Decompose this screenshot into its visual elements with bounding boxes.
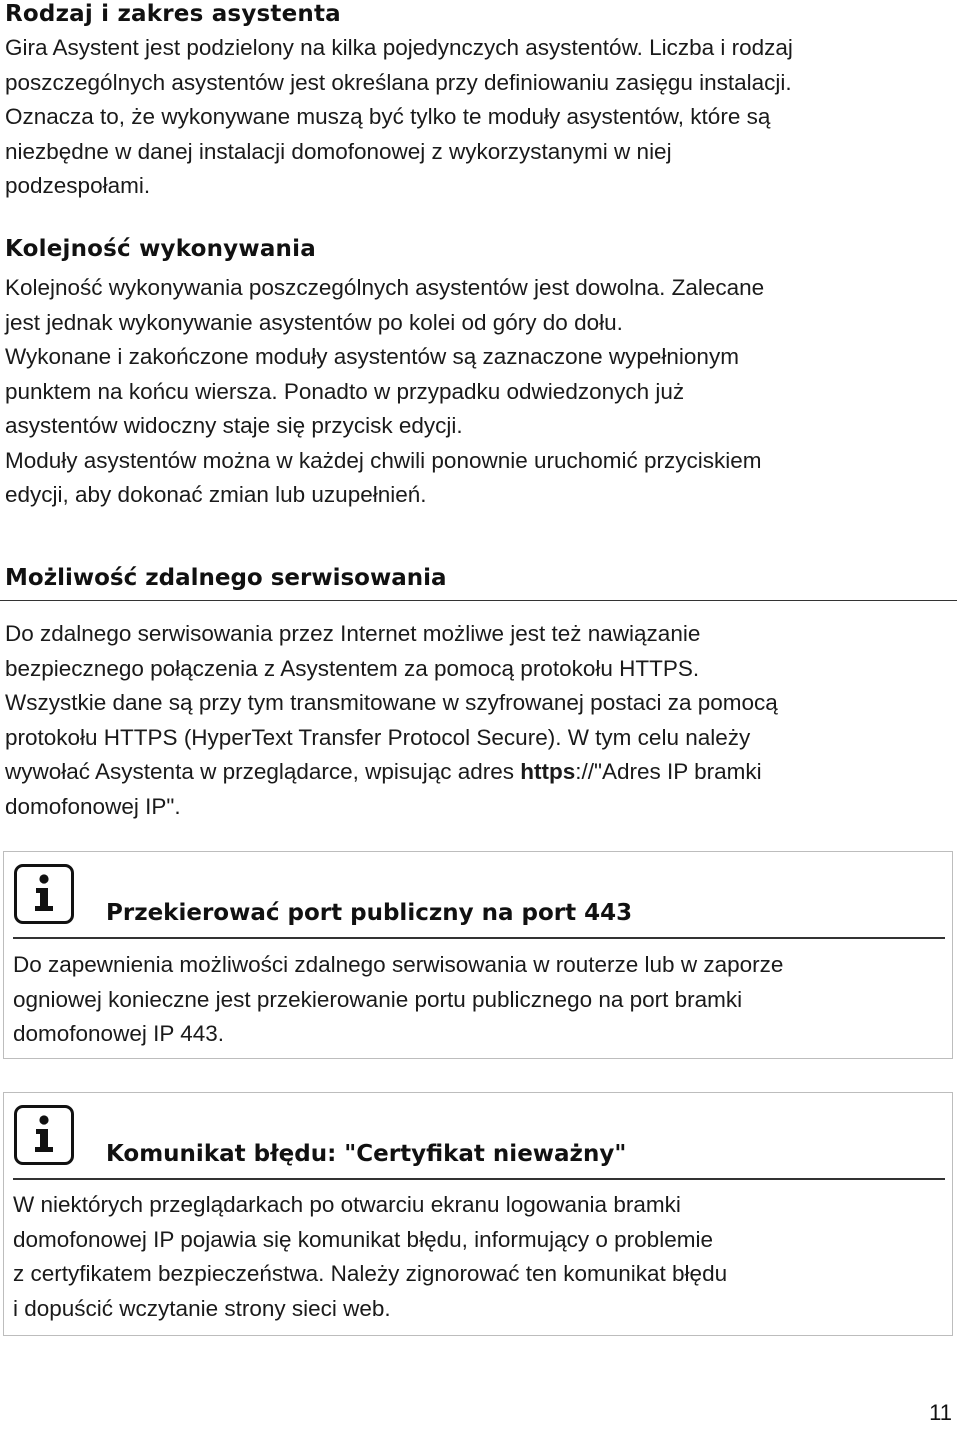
note-text <box>13 948 948 1052</box>
order-line: edycji, aby dokonać zmian lub uzupełnień. <box>5 482 427 507</box>
info-icon <box>14 1105 74 1165</box>
note-divider <box>13 937 945 939</box>
scope-line: poszczególnych asystentów jest określana przy definiowaniu zasięgu instalacji. <box>5 69 792 95</box>
remote-line-text: ://"Adres IP bramki <box>575 759 762 784</box>
note-line: domofonowej IP 443. <box>13 1021 224 1046</box>
info-icon <box>14 864 74 924</box>
remote-line: bezpiecznego połączenia z Asystentem za pomocą protokołu HTTPS. <box>5 655 700 681</box>
scope-heading: Rodzaj i zakres asystenta <box>5 1 341 27</box>
note-box-port-forwarding <box>3 851 953 1059</box>
section-divider <box>0 600 957 601</box>
remote-line: protokołu HTTPS (HyperText Transfer Protocol Secure). W tym celu należy <box>5 724 751 750</box>
order-line: asystentów widoczny staje się przycisk edycji. <box>5 413 463 438</box>
remote-paragraph <box>5 617 955 824</box>
scope-line: Oznacza to, że wykonywane muszą być tylko te moduły asystentów, które są <box>5 104 771 129</box>
note-text <box>13 1188 948 1326</box>
scope-line: niezbędne w danej instalacji domofonowej z wykorzystanymi w niej <box>5 138 672 164</box>
note-line: z certyfikatem bezpieczeństwa. Należy zignorować ten komunikat błędu <box>13 1261 728 1286</box>
order-line: Kolejność wykonywania poszczególnych asystentów jest dowolna. Zalecane <box>5 275 765 300</box>
note-line: i dopuścić wczytanie strony sieci web. <box>13 1295 391 1321</box>
order-line: punktem na końcu wiersza. Ponadto w przypadku odwiedzonych już <box>5 378 685 404</box>
order-heading: Kolejność wykonywania <box>5 236 316 262</box>
note-line: W niektórych przeglądarkach po otwarciu ekranu logowania bramki <box>13 1192 681 1217</box>
order-line: Wykonane i zakończone moduły asystentów są zaznaczone wypełnionym <box>5 344 739 369</box>
note-line: domofonowej IP pojawia się komunikat błędu, informujący o problemie <box>13 1226 713 1252</box>
note-box-certificate-error <box>3 1092 953 1336</box>
remote-line: Do zdalnego serwisowania przez Internet możliwe jest też nawiązanie <box>5 621 701 646</box>
note-title: Przekierować port publiczny na port 443 <box>106 900 633 926</box>
order-paragraph <box>5 271 955 513</box>
remote-line: Wszystkie dane są przy tym transmitowane w szyfrowanej postaci za pomocą <box>5 690 778 715</box>
note-title: Komunikat błędu: "Certyfikat nieważny" <box>106 1141 627 1167</box>
note-line: Do zapewnienia możliwości zdalnego serwisowania w routerze lub w zaporze <box>13 952 784 977</box>
remote-line: domofonowej IP". <box>5 793 181 819</box>
page-number: 11 <box>929 1400 952 1425</box>
order-line: Moduły asystentów można w każdej chwili ponownie uruchomić przyciskiem <box>5 447 762 473</box>
note-line: ogniowej konieczne jest przekierowanie portu publicznego na port bramki <box>13 986 743 1012</box>
remote-line-text: wywołać Asystenta w przeglądarce, wpisując adres <box>5 759 521 784</box>
scope-paragraph <box>5 31 955 204</box>
note-divider <box>13 1178 945 1180</box>
remote-line <box>5 755 955 790</box>
scope-line: Gira Asystent jest podzielony na kilka pojedynczych asystentów. Liczba i rodzaj <box>5 35 793 60</box>
https-keyword: https <box>520 759 576 784</box>
remote-section-title: Możliwość zdalnego serwisowania <box>5 565 447 591</box>
order-line: jest jednak wykonywanie asystentów po kolei od góry do dołu. <box>5 309 623 335</box>
scope-line: podzespołami. <box>5 173 151 198</box>
